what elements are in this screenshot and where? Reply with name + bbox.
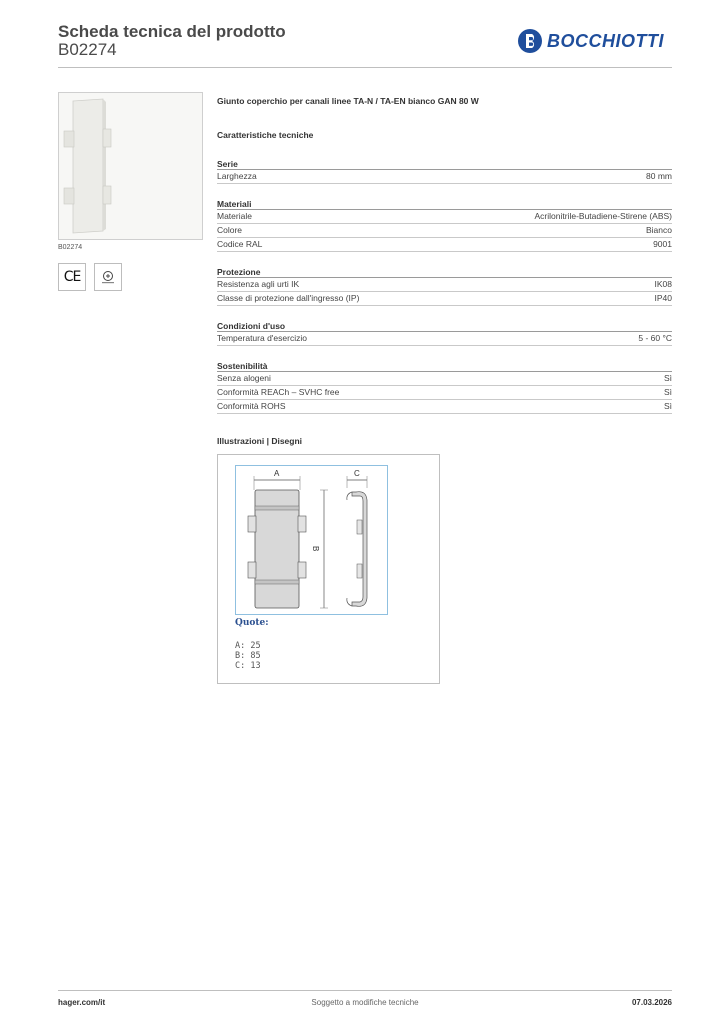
spec-label: Conformità ROHS	[217, 401, 286, 411]
product-image-icon	[59, 93, 202, 239]
spec-row	[217, 224, 672, 238]
ce-mark-icon: CE	[58, 263, 86, 291]
spec-label: Materiale	[217, 211, 252, 221]
spec-row	[217, 386, 672, 400]
drawing-area	[235, 465, 388, 615]
dimension-value-b: B: 85	[235, 651, 261, 661]
spec-label: Classe di protezione dall'ingresso (IP)	[217, 293, 360, 303]
document-title: Scheda tecnica del prodotto	[58, 22, 286, 41]
spec-row	[217, 400, 672, 414]
spec-group-condizioni	[217, 320, 672, 346]
spec-row	[217, 170, 672, 184]
spec-value: 9001	[653, 239, 672, 249]
spec-group-title: Protezione	[217, 266, 672, 278]
spec-label: Temperatura d'esercizio	[217, 333, 307, 343]
footer-website: hager.com/it	[58, 998, 106, 1007]
spec-group-title: Serie	[217, 158, 672, 170]
dimension-value-a: A: 25	[235, 641, 261, 651]
footer-disclaimer: Soggetto a modifiche tecniche	[311, 998, 419, 1007]
photo-caption: B02274	[58, 244, 83, 251]
spec-group-sostenibilita	[217, 360, 672, 414]
left-column	[58, 92, 203, 291]
page-footer	[58, 990, 672, 1010]
spec-value: IP40	[654, 293, 672, 303]
bocchiotti-logo-icon	[517, 28, 543, 54]
dimension-drawing-icon	[236, 466, 387, 614]
spec-value: 5 - 60 °C	[638, 333, 672, 343]
specifications	[217, 96, 672, 448]
spec-label: Codice RAL	[217, 239, 263, 249]
product-photo	[58, 92, 203, 240]
spec-value: Sì	[663, 387, 672, 397]
spec-label: Conformità REACh – SVHC free	[217, 387, 340, 397]
dimension-label-c: C	[354, 469, 360, 478]
spec-group-protezione	[217, 266, 672, 306]
dimension-value-c: C: 13	[235, 661, 261, 671]
spec-label: Senza alogeni	[217, 373, 271, 383]
spec-group-serie	[217, 158, 672, 184]
certification-row	[58, 263, 203, 291]
certification-seal-icon	[94, 263, 122, 291]
spec-value: Acrilonitrile-Butadiene-Stirene (ABS)	[534, 211, 672, 221]
page-header	[58, 20, 672, 68]
dimensions-title: Quote:	[235, 618, 269, 628]
features-heading: Caratteristiche tecniche	[217, 130, 314, 140]
spec-label: Resistenza agli urti IK	[217, 279, 300, 289]
spec-group-title: Condizioni d'uso	[217, 320, 672, 332]
brand-wordmark: BOCCHIOTTI	[547, 30, 664, 51]
spec-row	[217, 292, 672, 306]
brand-logo	[517, 28, 664, 54]
spec-row	[217, 238, 672, 252]
footer-date: 07.03.2026	[631, 998, 672, 1007]
spec-value: Sì	[663, 401, 672, 411]
spec-value: 80 mm	[646, 171, 672, 181]
technical-drawing	[217, 454, 440, 684]
spec-label: Larghezza	[217, 171, 257, 181]
spec-group-title: Sostenibilità	[217, 360, 672, 372]
product-code: B02274	[58, 40, 117, 59]
spec-row	[217, 332, 672, 346]
dimension-label-b: B	[311, 546, 320, 552]
product-name: Giunto coperchio per canali linee TA-N / TA-EN bianco GAN 80 W	[217, 96, 479, 106]
spec-value: Sì	[663, 373, 672, 383]
spec-group-materiali	[217, 198, 672, 252]
spec-row	[217, 372, 672, 386]
spec-row	[217, 210, 672, 224]
spec-row	[217, 278, 672, 292]
spec-group-title: Materiali	[217, 198, 672, 210]
spec-label: Colore	[217, 225, 243, 235]
spec-value: Bianco	[646, 225, 672, 235]
spec-value: IK08	[654, 279, 672, 289]
dimension-label-a: A	[274, 469, 280, 478]
illustrations-heading: Illustrazioni | Disegni	[217, 436, 303, 446]
